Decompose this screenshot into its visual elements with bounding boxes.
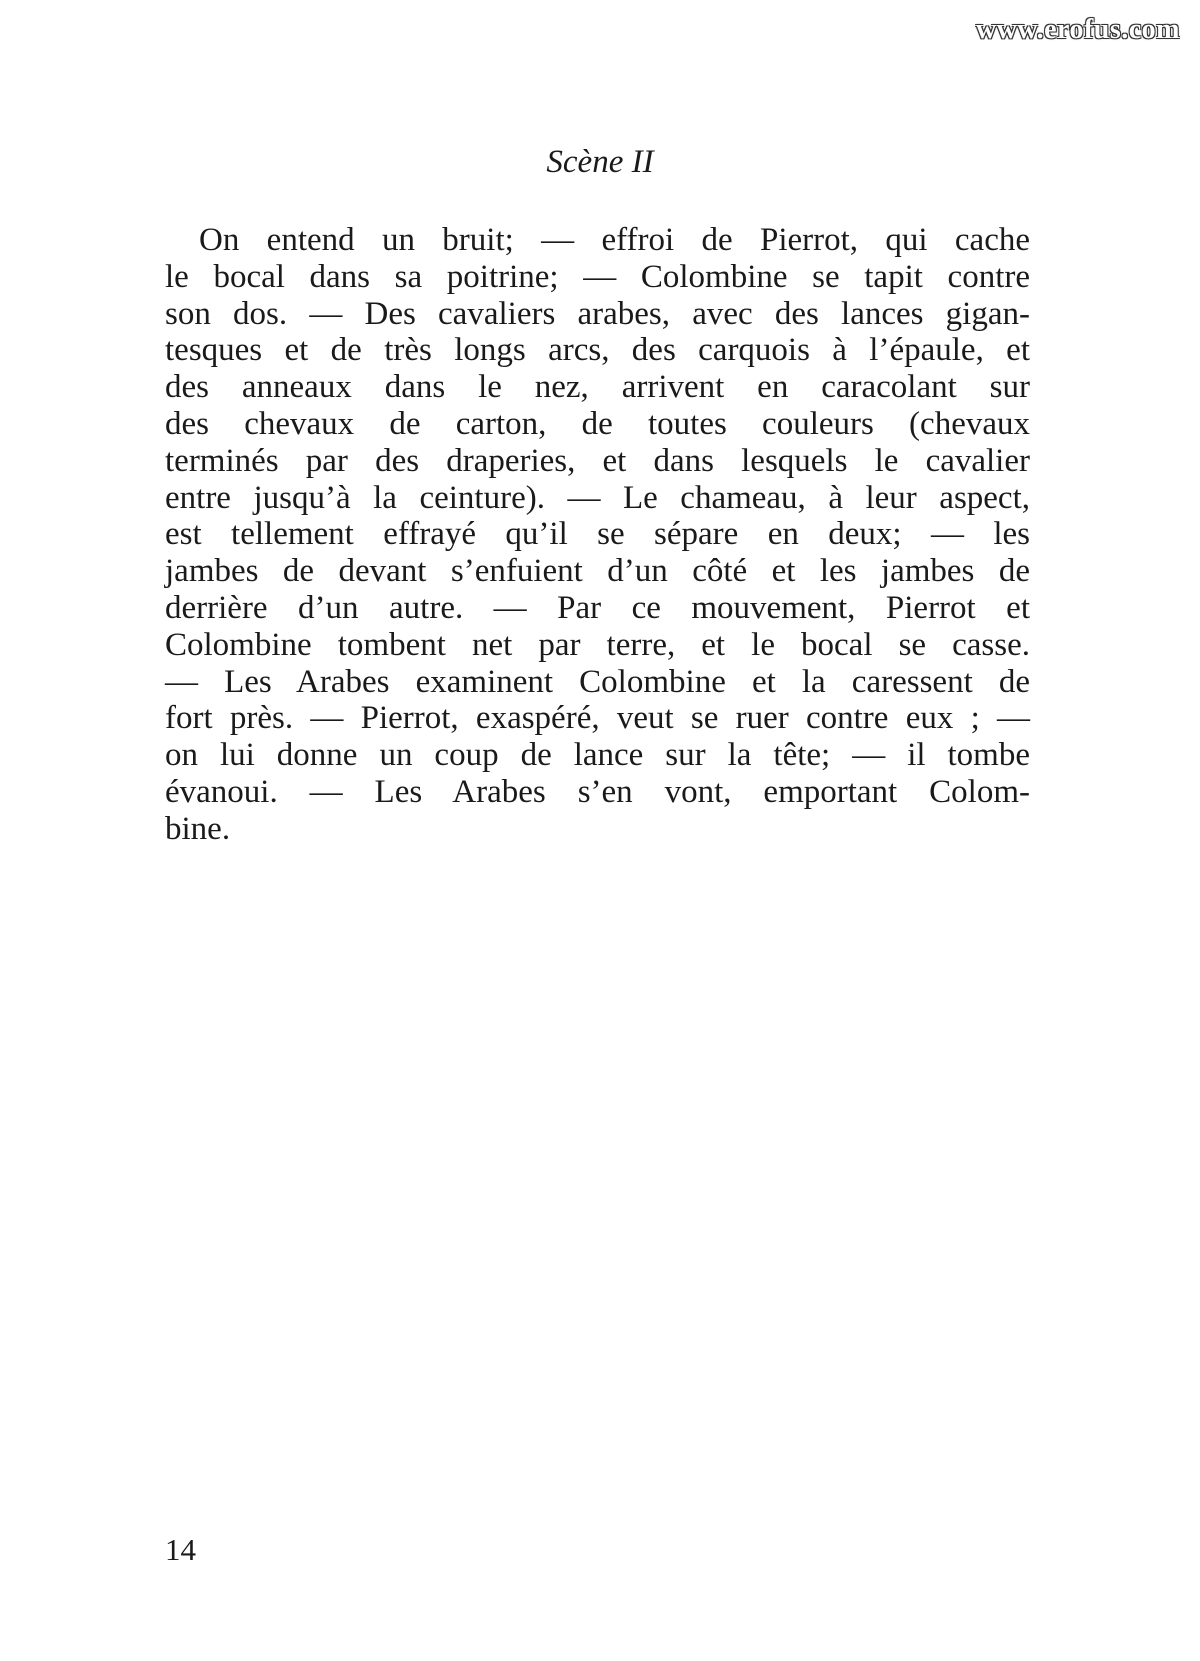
- text-line: évanoui. — Les Arabes s’en vont, emportant Colom-: [165, 773, 1030, 810]
- text-line: — Les Arabes examinent Colombine et la caressent de: [165, 663, 1030, 700]
- text-line: jambes de devant s’enfuient d’un côté et les jambes de: [165, 553, 1030, 590]
- text-line: derrière d’un autre. — Par ce mouvement, Pierrot et: [165, 589, 1030, 626]
- text-line: son dos. — Des cavaliers arabes, avec des lances gigan-: [165, 295, 1030, 332]
- page-number: 14: [165, 1532, 196, 1567]
- text-line: des anneaux dans le nez, arrivent en caracolant sur: [165, 369, 1030, 406]
- text-line: terminés par des draperies, et dans lesquels le cavalier: [165, 442, 1030, 479]
- text-line: On entend un bruit; — effroi de Pierrot, qui cache: [199, 222, 1030, 258]
- text-line: entre jusqu’à la ceinture). — Le chameau, à leur aspect,: [165, 479, 1030, 516]
- text-line: tesques et de très longs arcs, des carquois à l’épaule, et: [165, 332, 1030, 369]
- text-line: bine.: [165, 810, 231, 847]
- text-line: est tellement effrayé qu’il se sépare en deux; — les: [165, 516, 1030, 553]
- text-line: fort près. — Pierrot, exaspéré, veut se ruer contre eux ; —: [165, 700, 1030, 737]
- text-line: des chevaux de carton, de toutes couleurs (chevaux: [165, 405, 1030, 442]
- scene-title: Scène II: [546, 144, 654, 180]
- body-text: [165, 222, 1030, 848]
- text-line: Colombine tombent net par terre, et le bocal se casse.: [165, 626, 1030, 663]
- watermark: www.erofus.com: [975, 14, 1180, 45]
- text-line: le bocal dans sa poitrine; — Colombine se tapit contre: [165, 258, 1030, 295]
- text-line: on lui donne un coup de lance sur la tête; — il tombe: [165, 737, 1030, 774]
